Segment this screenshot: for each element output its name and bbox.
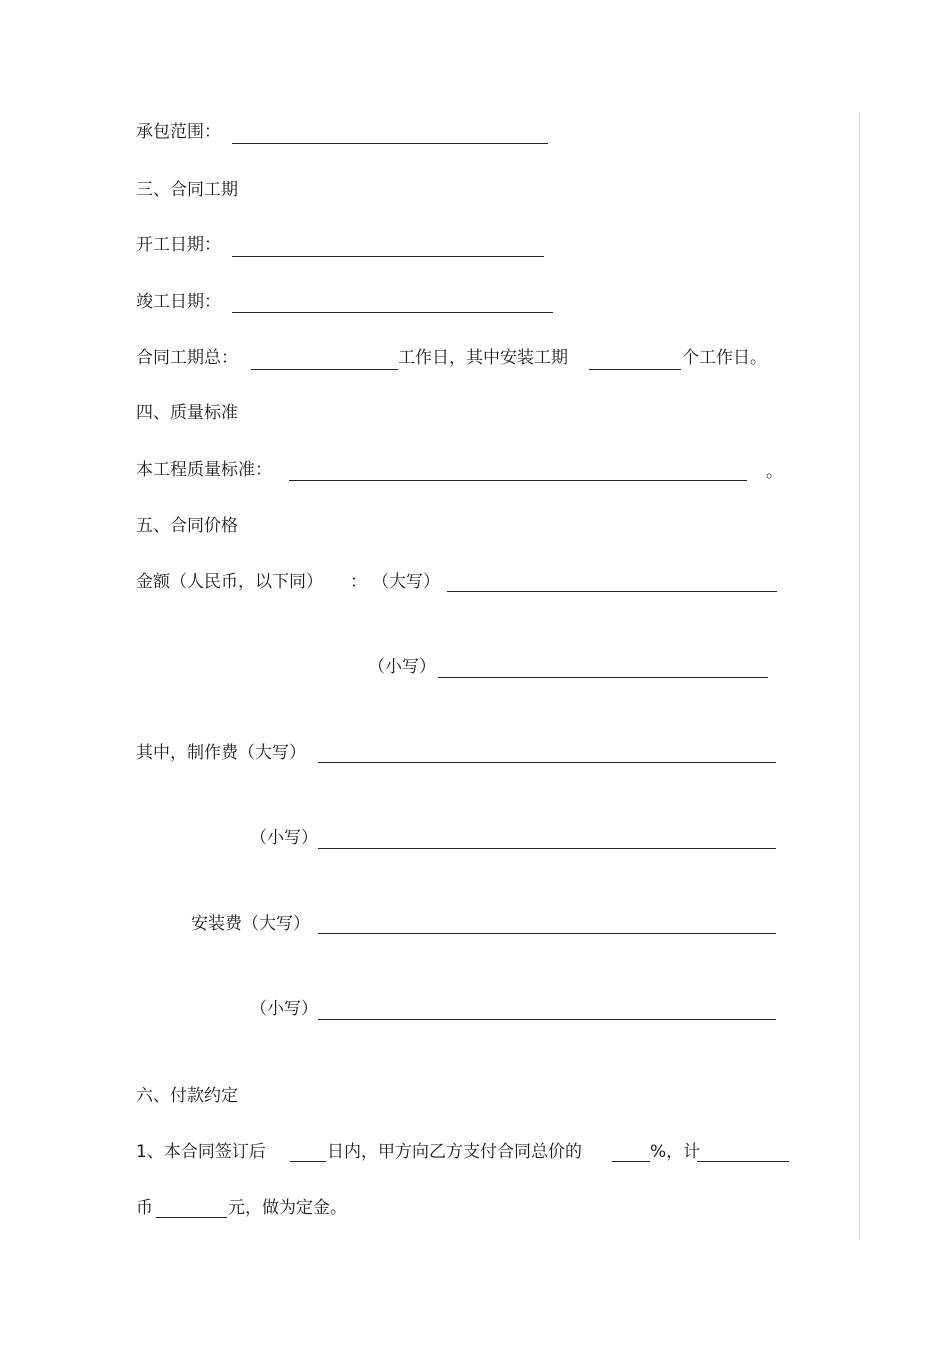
payment-days-blank[interactable]	[290, 1161, 326, 1162]
end-date-blank[interactable]	[232, 312, 553, 313]
payment-1-text-b: 日内，甲方向乙方支付合同总价的	[327, 1142, 582, 1162]
production-fee-lower-blank[interactable]	[318, 848, 776, 849]
amount-lower-blank[interactable]	[438, 677, 768, 678]
amount-upper-label: （大写）	[372, 572, 440, 592]
install-fee-lower-blank[interactable]	[318, 1019, 776, 1020]
install-fee-label: 安装费（大写）	[191, 914, 310, 934]
section-4-title: 四、质量标准	[136, 403, 238, 423]
section-3-title: 三、合同工期	[136, 180, 238, 200]
start-date-blank[interactable]	[232, 256, 544, 257]
scope-blank[interactable]	[232, 143, 548, 144]
production-fee-lower-label: （小写）	[250, 828, 318, 848]
production-fee-label: 其中，制作费（大写）	[136, 743, 306, 763]
amount-label: 金额（人民币，以下同）	[136, 572, 323, 592]
section-6-title: 六、付款约定	[136, 1086, 238, 1106]
quality-label: 本工程质量标准：	[136, 460, 272, 480]
quality-blank[interactable]	[289, 480, 747, 481]
amount-upper-blank[interactable]	[447, 591, 777, 592]
duration-label: 合同工期总：	[136, 348, 238, 368]
duration-tail-text: 个工作日。	[682, 348, 767, 368]
quality-period: 。	[766, 462, 783, 482]
end-date-label: 竣工日期：	[136, 292, 221, 312]
start-date-label: 开工日期：	[136, 235, 221, 255]
payment-1-text-d: 币	[136, 1198, 153, 1218]
payment-amount-blank[interactable]	[697, 1161, 789, 1162]
amount-colon: ：	[350, 572, 367, 592]
production-fee-upper-blank[interactable]	[318, 762, 776, 763]
scope-label: 承包范围：	[136, 122, 221, 142]
install-fee-lower-label: （小写）	[250, 999, 318, 1019]
payment-1-text-e: 元，做为定金。	[228, 1198, 347, 1218]
payment-percent-blank[interactable]	[612, 1161, 650, 1162]
page-edge-rule	[859, 112, 860, 1240]
payment-1-text-a: 1、本合同签订后	[136, 1142, 266, 1162]
install-fee-upper-blank[interactable]	[318, 933, 776, 934]
install-period-blank[interactable]	[589, 369, 681, 370]
amount-lower-label: （小写）	[368, 657, 436, 677]
payment-1-text-c: %，计	[650, 1142, 701, 1162]
duration-mid-text: 工作日，其中安装工期	[398, 348, 568, 368]
payment-deposit-blank[interactable]	[156, 1217, 227, 1218]
duration-days-blank[interactable]	[251, 369, 398, 370]
section-5-title: 五、合同价格	[136, 516, 238, 536]
